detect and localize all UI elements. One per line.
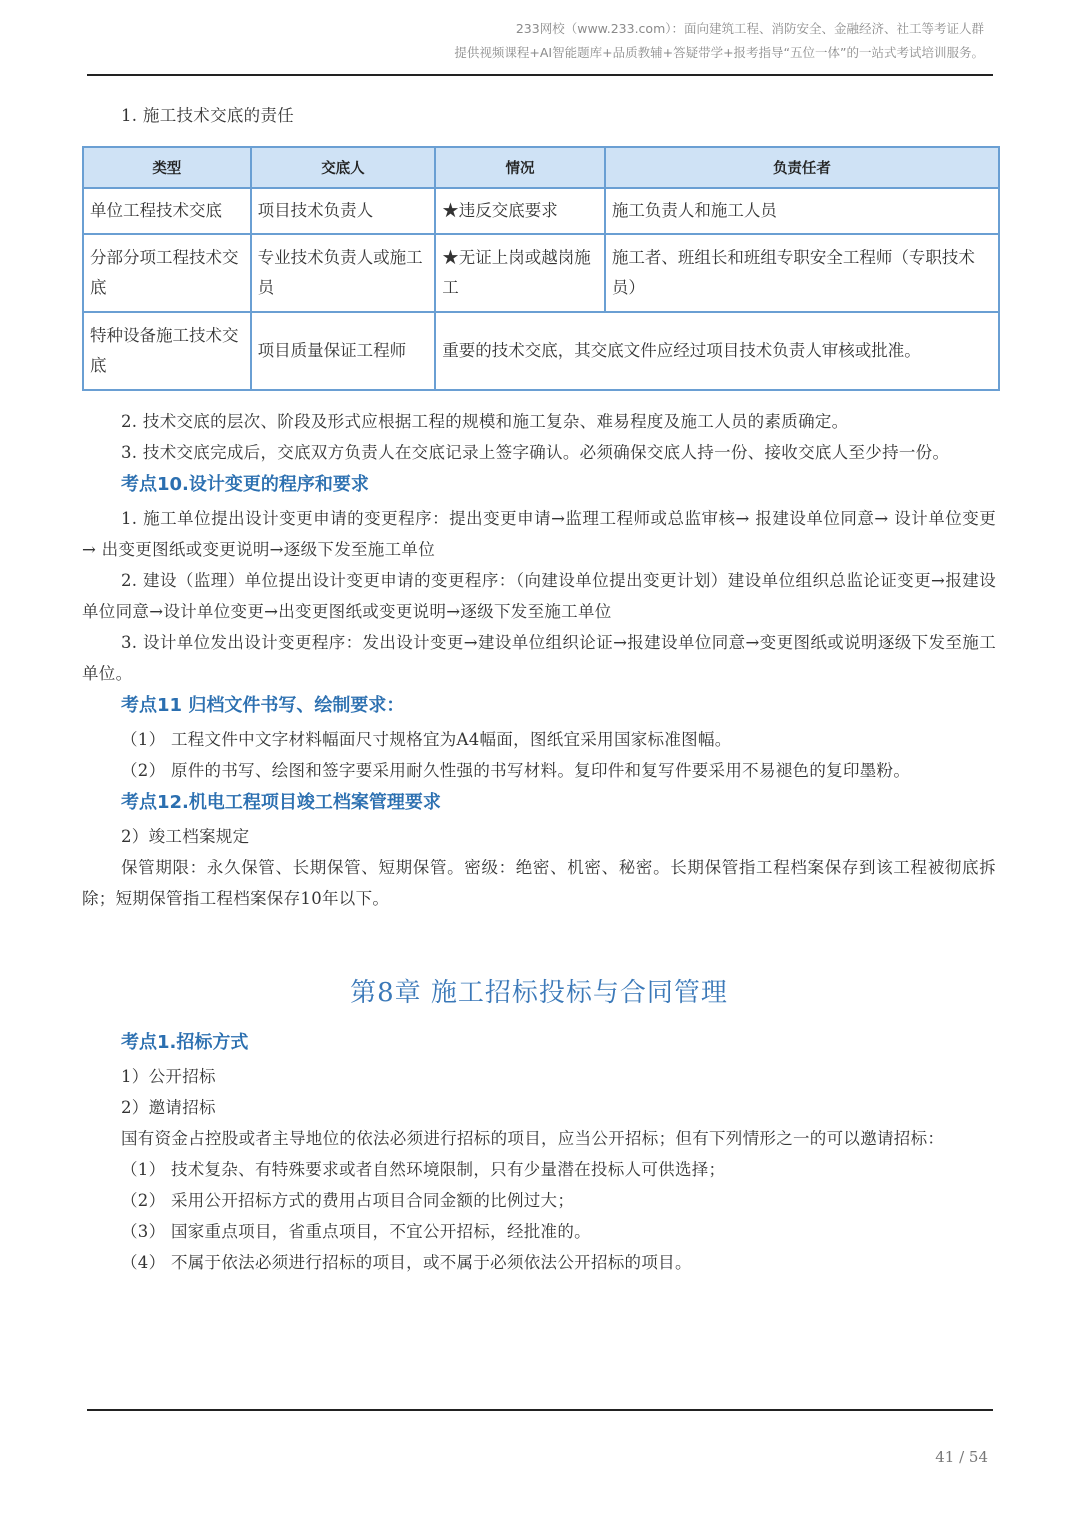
- table-header-row: [83, 147, 999, 188]
- table-cell: 施工负责人和施工人员: [605, 188, 999, 234]
- header-line-2: 提供视频课程+AI智能题库+品质教辅+答疑带学+报考指导“五位一体”的一站式考试培训服务。: [454, 45, 984, 60]
- list-item: （4） 不属于依法必须进行招标的项目，或不属于必须依法公开招标的项目。: [121, 1253, 692, 1272]
- page-number: 41 / 54: [935, 1448, 988, 1466]
- list-item: （3） 国家重点项目，省重点项目，不宜公开招标，经批准的。: [121, 1222, 591, 1241]
- section-heading: 考点11 归档文件书写、绘制要求：: [121, 695, 405, 716]
- table-header-cell: 交底人: [251, 147, 436, 188]
- table-cell: 专业技术负责人或施工员: [251, 234, 436, 312]
- table-cell-merged: 重要的技术交底，其交底文件应经过项目技术负责人审核或批准。: [435, 312, 999, 390]
- table-cell: ★无证上岗或越岗施工: [435, 234, 605, 312]
- paragraph: 3. 设计单位发出设计变更程序：发出设计变更→建设单位组织论证→报建设单位同意→变更图纸或说明逐级下发至施工单位。: [82, 633, 996, 683]
- responsibility-table: [82, 146, 1000, 391]
- table-cell: 项目技术负责人: [251, 188, 436, 234]
- table-header-cell: 负责任者: [605, 147, 999, 188]
- section-heading: 考点12.机电工程项目竣工档案管理要求: [121, 792, 441, 813]
- section-heading: 考点10.设计变更的程序和要求: [121, 474, 369, 495]
- paragraph: 1）公开招标: [121, 1067, 216, 1086]
- paragraph: 2）竣工档案规定: [121, 827, 250, 846]
- paragraph: 2. 技术交底的层次、阶段及形式应根据工程的规模和施工复杂、难易程度及施工人员的素质确定。: [121, 412, 849, 431]
- list-item: （1） 技术复杂、有特殊要求或者自然环境限制，只有少量潜在投标人可供选择；: [121, 1160, 726, 1179]
- table-row: [83, 234, 999, 312]
- chapter-title: 第8章 施工招标投标与合同管理: [350, 978, 728, 1008]
- page-header: [454, 17, 984, 65]
- list-item: （2） 采用公开招标方式的费用占项目合同金额的比例过大；: [121, 1191, 575, 1210]
- paragraph: 2. 建设（监理）单位提出设计变更申请的变更程序：（向建设单位提出变更计划）建设单位组织总监论证变更→报建设单位同意→设计单位变更→出变更图纸或变更说明→逐级下发至施工单位: [82, 571, 996, 621]
- section-heading: 考点1.招标方式: [121, 1032, 249, 1053]
- table-cell: 施工者、班组长和班组专职安全工程师（专职技术员）: [605, 234, 999, 312]
- table-cell: 单位工程技术交底: [83, 188, 251, 234]
- table-cell: 项目质量保证工程师: [251, 312, 436, 390]
- table-row: [83, 312, 999, 390]
- header-divider: [87, 74, 993, 76]
- table-cell: 特种设备施工技术交底: [83, 312, 251, 390]
- section-title: 1. 施工技术交底的责任: [121, 106, 295, 125]
- header-line-1: 233网校（www.233.com）：面向建筑工程、消防安全、金融经济、社工等考证人群: [515, 21, 984, 36]
- table-header-cell: 情况: [435, 147, 605, 188]
- table-cell: ★违反交底要求: [435, 188, 605, 234]
- paragraph: 保管期限：永久保管、长期保管、短期保管。密级：绝密、机密、秘密。长期保管指工程档案保存到该工程被彻底拆除；短期保管指工程档案保存10年以下。: [82, 858, 996, 908]
- table-row: [83, 188, 999, 234]
- table-header-cell: 类型: [83, 147, 251, 188]
- paragraph: （1） 工程文件中文字材料幅面尺寸规格宜为A4幅面，图纸宜采用国家标准图幅。: [121, 730, 732, 749]
- document-body: [82, 100, 996, 1278]
- paragraph: 国有资金占控股或者主导地位的依法必须进行招标的项目，应当公开招标；但有下列情形之一的可以邀请招标：: [121, 1129, 945, 1148]
- paragraph: 3. 技术交底完成后，交底双方负责人在交底记录上签字确认。必须确保交底人持一份、接收交底人至少持一份。: [121, 443, 950, 462]
- footer-divider: [87, 1409, 993, 1411]
- paragraph: （2） 原件的书写、绘图和签字要采用耐久性强的书写材料。复印件和复写件要采用不易褪色的复印墨粉。: [121, 761, 911, 780]
- table-cell: 分部分项工程技术交底: [83, 234, 251, 312]
- paragraph: 2）邀请招标: [121, 1098, 216, 1117]
- paragraph: 1. 施工单位提出设计变更申请的变更程序：提出变更申请→监理工程师或总监审核→ 报建设单位同意→ 设计单位变更→ 出变更图纸或变更说明→逐级下发至施工单位: [82, 509, 996, 559]
